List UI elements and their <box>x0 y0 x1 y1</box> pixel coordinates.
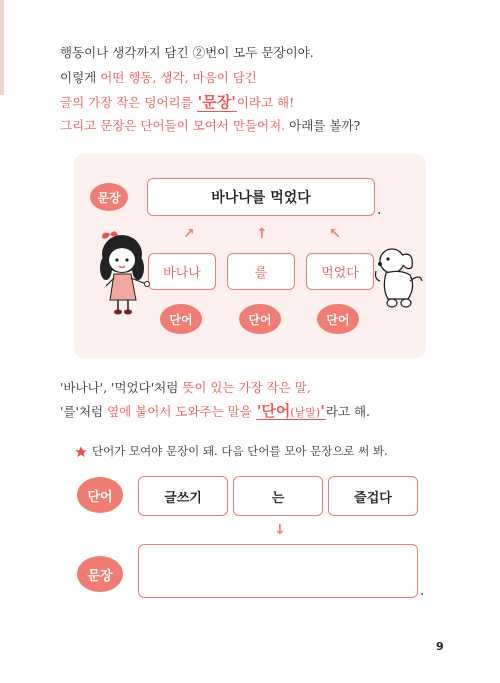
word-label-2: 단어 <box>239 304 281 334</box>
explain-line-1: '바나나', '먹었다'처럼 뜻이 있는 가장 작은 말, <box>60 380 311 395</box>
term-sentence: '문장' <box>197 93 236 111</box>
sentence-box: 바나나를 먹었다 <box>147 178 375 216</box>
term-word: '단어(낱말)' <box>256 402 325 420</box>
exercise-word-1: 글쓰기 <box>138 476 228 516</box>
exercise-sentence-label: 문장 <box>77 556 123 592</box>
intro-line-2: 이렇게 어떤 행동, 생각, 마음이 담긴 <box>60 70 257 85</box>
exercise-word-3: 즐겁다 <box>328 476 418 516</box>
word-label-3: 단어 <box>317 304 359 334</box>
girl-illustration <box>96 228 152 316</box>
word-box-3: 먹었다 <box>306 253 374 290</box>
word-box-2: 를 <box>227 253 295 290</box>
arrow-down-icon: ↓ <box>274 522 286 538</box>
exercise-word-2: 는 <box>233 476 323 516</box>
intro-line-4: 그리고 문장은 단어들이 모여서 만들어져. 아래를 볼까? <box>60 118 361 133</box>
arrow-up-left-icon: ↖ <box>329 226 341 242</box>
exercise-instruction: 단어가 모여야 문장이 돼. 다음 단어를 모아 문장으로 써 봐. <box>92 444 388 458</box>
exercise-answer-box[interactable] <box>138 544 418 598</box>
dog-illustration <box>370 245 426 311</box>
word-label-1: 단어 <box>160 304 202 334</box>
intro-line-1: 행동이나 생각까지 담긴 ②번이 모두 문장이야. <box>60 45 314 60</box>
arrow-up-right-icon: ↗ <box>183 226 195 242</box>
star-icon <box>74 444 88 463</box>
page-edge-mark <box>0 0 4 95</box>
intro-line-3: 글의 가장 작은 덩어리를 '문장'이라고 해! <box>60 93 295 111</box>
exercise-word-label: 단어 <box>77 477 123 513</box>
sentence-label: 문장 <box>90 183 128 211</box>
sentence-period: . <box>377 202 382 218</box>
exercise-period: . <box>420 583 425 599</box>
page-number: 9 <box>436 640 444 653</box>
arrow-up-icon: ↑ <box>256 226 268 242</box>
explain-line-2: '를'처럼 옆에 붙어서 도와주는 말을 '단어(낱말)'라고 해. <box>60 402 371 420</box>
word-box-1: 바나나 <box>148 253 216 290</box>
